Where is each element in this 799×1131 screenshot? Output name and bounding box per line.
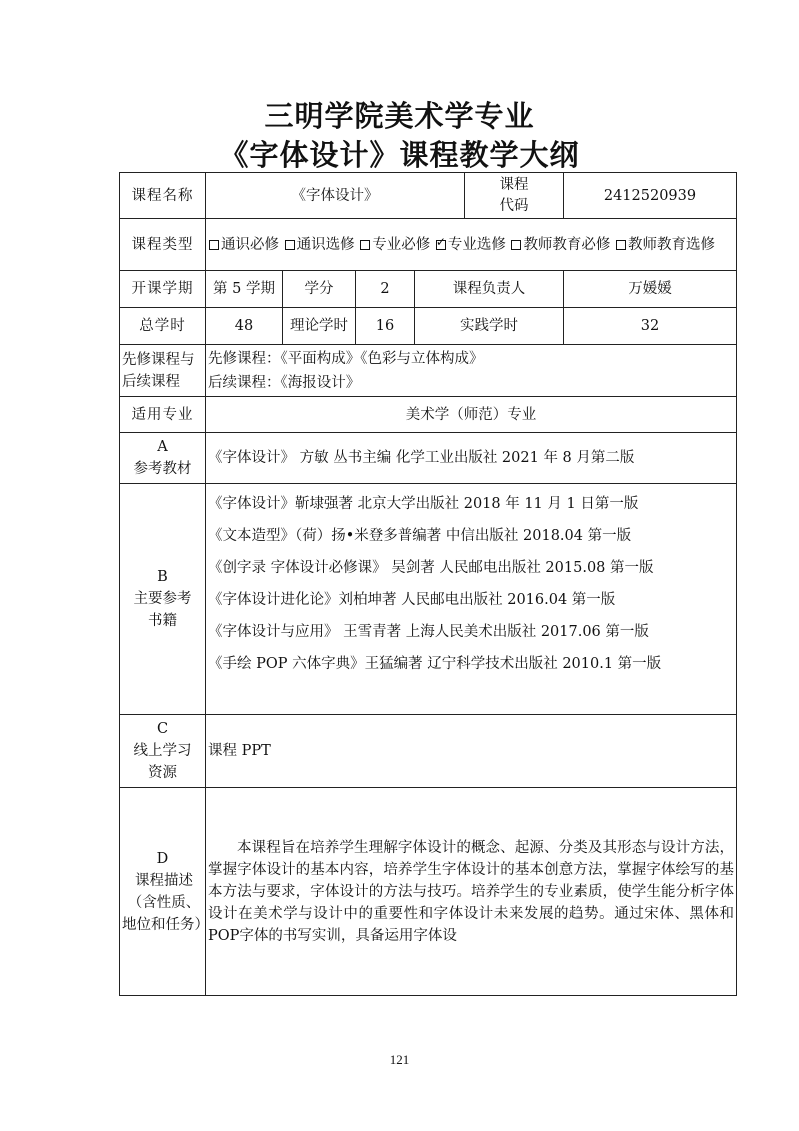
option-teacher-required[interactable]: 教师教育必修 bbox=[510, 237, 610, 253]
prereq-value bbox=[206, 345, 737, 397]
textbook-label: 参考教材 bbox=[133, 461, 192, 477]
course-code-label: 课程 代码 bbox=[465, 173, 564, 219]
option-major-required[interactable]: 专业必修 bbox=[359, 237, 430, 253]
semester-label: 开课学期 bbox=[120, 271, 206, 308]
list-item: 《字体设计与应用》 王雪青著 上海人民美术出版社 2017.06 第一版 bbox=[208, 624, 649, 640]
checkbox-icon[interactable] bbox=[360, 240, 370, 250]
option-general-required[interactable]: 通识必修 bbox=[208, 237, 279, 253]
description-label: 课程描述（含性质、地位和任务） bbox=[122, 872, 209, 933]
list-item: 《字体设计》靳埭强著 北京大学出版社 2018 年 11 月 1 日第一版 bbox=[208, 496, 639, 512]
course-name-label: 课程名称 bbox=[120, 173, 206, 219]
followup-line: 后续课程：《海报设计》 bbox=[208, 374, 361, 391]
syllabus-table bbox=[119, 172, 737, 996]
textbook-letter: A bbox=[157, 439, 168, 455]
course-name-value: 《字体设计》 bbox=[206, 173, 465, 219]
checkbox-icon[interactable] bbox=[511, 240, 521, 250]
list-item: 《文本造型》（荷）扬•米登多普编著 中信出版社 2018.04 第一版 bbox=[208, 528, 632, 544]
page-number: 121 bbox=[389, 1052, 410, 1067]
major-value: 美术学（师范）专业 bbox=[206, 397, 737, 433]
total-hours-value: 48 bbox=[206, 308, 283, 345]
books-list bbox=[206, 484, 737, 715]
practice-hours-value: 32 bbox=[564, 308, 737, 345]
course-code-value: 2412520939 bbox=[564, 173, 737, 219]
checkbox-checked-icon[interactable] bbox=[436, 240, 446, 250]
description-letter: D bbox=[156, 850, 169, 867]
books-letter: B bbox=[157, 569, 168, 585]
option-general-elective[interactable]: 通识选修 bbox=[284, 237, 355, 253]
course-type-options bbox=[206, 219, 737, 271]
row-course-type bbox=[120, 219, 737, 271]
online-label-cell bbox=[120, 715, 206, 788]
online-letter: C bbox=[156, 721, 169, 737]
row-prerequisites bbox=[120, 345, 737, 397]
checkbox-icon[interactable] bbox=[285, 240, 295, 250]
list-item: 《手绘 POP 六体字典》王猛编著 辽宁科学技术出版社 2010.1 第一版 bbox=[208, 656, 662, 672]
theory-hours-label: 理论学时 bbox=[283, 308, 356, 345]
option-teacher-elective[interactable]: 教师教育选修 bbox=[615, 237, 715, 253]
owner-value: 万媛媛 bbox=[564, 271, 737, 308]
practice-hours-label: 实践学时 bbox=[415, 308, 564, 345]
description-text: 本课程旨在培养学生理解字体设计的概念、起源、分类及其形态与设计方法，掌握字体设计的基本内容，培养学生字体设计的基本创意方法，掌握字体绘写的基本方法与要求，字体设计的方法与技巧。培养学生的专业素质，使学生能分析字体设计在美术学与设计中的重要性和字体设计未来发展的趋势。通过宋体、黑体和POP字体的书写实训，具备运用字体设 bbox=[206, 788, 737, 996]
total-hours-label: 总学时 bbox=[120, 308, 206, 345]
credit-value: 2 bbox=[356, 271, 415, 308]
option-major-elective[interactable]: ✓ 专业选修 bbox=[435, 237, 506, 253]
books-label: 主要参考书籍 bbox=[133, 591, 192, 629]
description-label-cell bbox=[120, 788, 209, 996]
online-value: 课程 PPT bbox=[206, 715, 737, 788]
credit-label: 学分 bbox=[283, 271, 356, 308]
online-label: 线上学习资源 bbox=[133, 743, 192, 781]
books-label-cell bbox=[120, 484, 206, 715]
checkbox-icon[interactable] bbox=[209, 240, 219, 250]
textbook-value: 《字体设计》 方敏 丛书主编 化学工业出版社 2021 年 8 月第二版 bbox=[206, 433, 737, 484]
row-textbook bbox=[120, 433, 737, 484]
list-item: 《字体设计进化论》刘柏坤著 人民邮电出版社 2016.04 第一版 bbox=[208, 592, 616, 608]
row-major bbox=[120, 397, 737, 433]
row-online-resources bbox=[120, 715, 737, 788]
semester-value: 第 5 学期 bbox=[206, 271, 283, 308]
row-reference-books bbox=[120, 484, 737, 715]
row-hours bbox=[120, 308, 737, 345]
row-semester bbox=[120, 271, 737, 308]
document-title-line1: 三明学院美术学专业 bbox=[264, 99, 535, 133]
prereq-label: 先修课程与后续课程 bbox=[120, 345, 206, 397]
textbook-label-cell bbox=[120, 433, 206, 484]
owner-label: 课程负责人 bbox=[415, 271, 564, 308]
theory-hours-value: 16 bbox=[356, 308, 415, 345]
list-item: 《创字录 字体设计必修课》 吴剑著 人民邮电出版社 2015.08 第一版 bbox=[208, 560, 654, 576]
prereq-line: 先修课程：《平面构成》《色彩与立体构成》 bbox=[208, 350, 484, 367]
course-type-label: 课程类型 bbox=[120, 219, 206, 271]
major-label: 适用专业 bbox=[120, 397, 206, 433]
document-title-line2: 《字体设计》课程教学大纲 bbox=[219, 138, 580, 172]
checkbox-icon[interactable] bbox=[616, 240, 626, 250]
row-description bbox=[120, 788, 737, 996]
row-course-name bbox=[120, 173, 737, 219]
